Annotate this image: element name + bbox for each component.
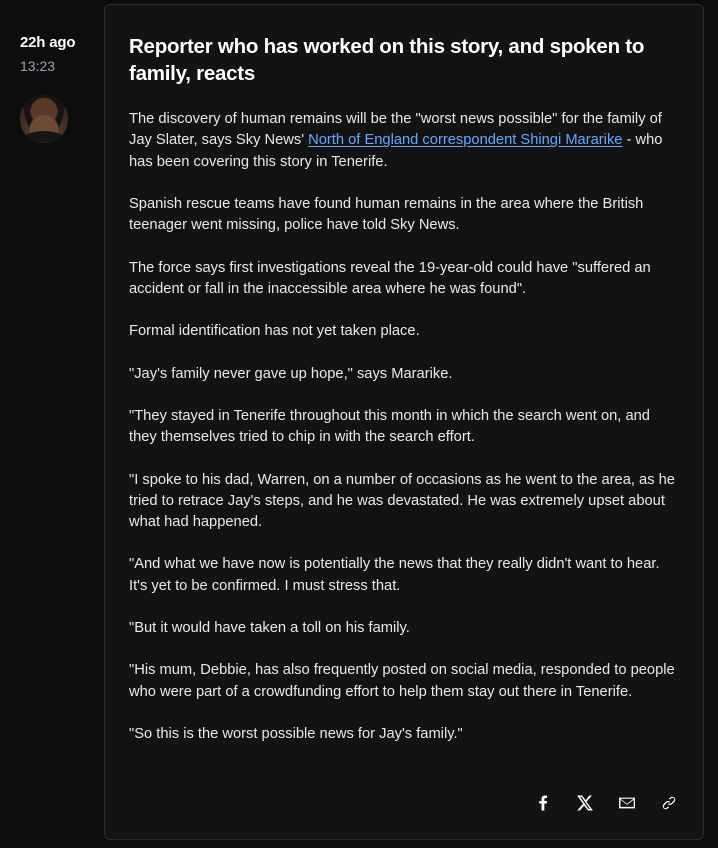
paragraph: "So this is the worst possible news for Jay's family." bbox=[129, 726, 463, 743]
paragraph-with-link bbox=[129, 109, 679, 173]
paragraph-text-after: - who has been covering this story in Tenerife. bbox=[129, 132, 663, 170]
share-bar bbox=[533, 793, 679, 813]
entry-card bbox=[104, 4, 704, 840]
copy-link-icon[interactable] bbox=[659, 793, 679, 813]
paragraph: "But it would have taken a toll on his family. bbox=[129, 620, 410, 637]
paragraph: The force says first investigations reveal the 19-year-old could have "suffered an accident or fall in the inaccessible area where he was found". bbox=[129, 259, 651, 297]
paragraph: "I spoke to his dad, Warren, on a number of occasions as he went to the area, as he tried to retrace Jay's steps, and he was devastated. He was extremely upset about what had happened. bbox=[129, 471, 675, 531]
avatar bbox=[20, 95, 68, 143]
paragraph: "Jay's family never gave up hope," says Mararike. bbox=[129, 365, 453, 382]
facebook-icon[interactable] bbox=[533, 793, 553, 813]
paragraph: "And what we have now is potentially the news that they really didn't want to hear. It's yet to be confirmed. I must stress that. bbox=[129, 556, 660, 594]
paragraph: "His mum, Debbie, has also frequently posted on social media, responded to people who were part of a crowdfunding effort to help them stay out there in Tenerife. bbox=[129, 662, 675, 700]
page-title: Reporter who has worked on this story, and spoken to family, reacts bbox=[129, 35, 645, 86]
entry-time-ago: 22h ago bbox=[20, 34, 76, 51]
entry-meta bbox=[20, 34, 100, 143]
entry-timestamp: 13:23 bbox=[20, 58, 56, 74]
paragraph: Formal identification has not yet taken place. bbox=[129, 323, 420, 340]
email-icon[interactable] bbox=[617, 793, 637, 813]
paragraph-text-before: The discovery of human remains will be the "worst news possible" for the family of Jay Slater, says Sky News' bbox=[129, 111, 662, 149]
x-twitter-icon[interactable] bbox=[575, 793, 595, 813]
paragraph: Spanish rescue teams have found human remains in the area where the British teenager went missing, police have told Sky News. bbox=[129, 196, 644, 234]
correspondent-link[interactable]: North of England correspondent Shingi Mararike bbox=[308, 132, 623, 149]
paragraph: "They stayed in Tenerife throughout this month in which the search went on, and they themselves tried to chip in with the search effort. bbox=[129, 407, 650, 446]
